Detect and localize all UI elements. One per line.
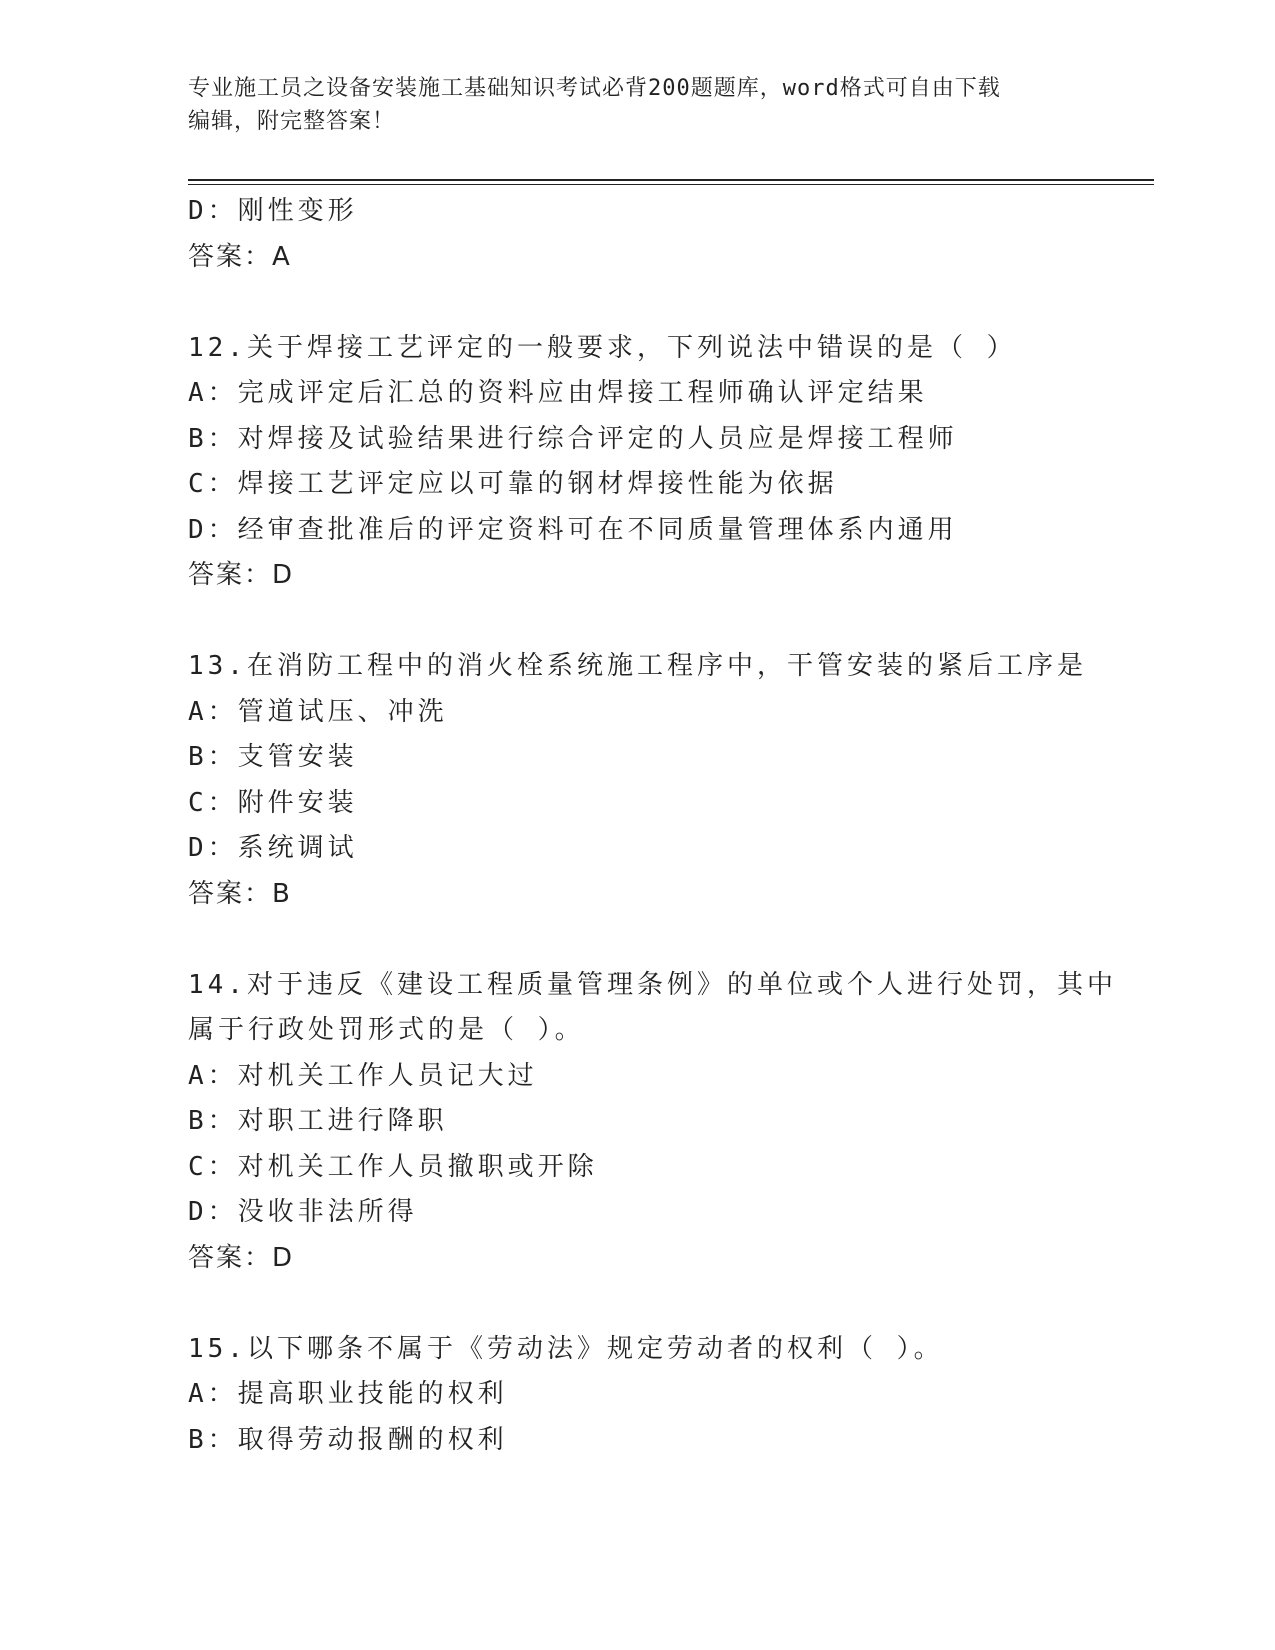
answer-label: 答案：D bbox=[188, 1242, 295, 1273]
option-b: B：支管安装 bbox=[188, 742, 358, 772]
question-text: 12.关于焊接工艺评定的一般要求，下列说法中错误的是（ ） bbox=[188, 332, 1017, 363]
document-header bbox=[188, 72, 1088, 138]
option-c: C：附件安装 bbox=[188, 787, 358, 818]
option-b: B：取得劳动报酬的权利 bbox=[188, 1424, 508, 1455]
header-line-2: 编辑，附完整答案！ bbox=[188, 109, 396, 134]
option-a: A：完成评定后汇总的资料应由焊接工程师确认评定结果 bbox=[188, 378, 928, 408]
question-text: 13.在消防工程中的消火栓系统施工程序中，干管安装的紧后工序是 bbox=[188, 651, 1087, 681]
option-c: C：焊接工艺评定应以可靠的钢材焊接性能为依据 bbox=[188, 469, 838, 499]
option-a: A：管道试压、冲洗 bbox=[188, 696, 448, 727]
question-12 bbox=[188, 326, 1148, 599]
spacer bbox=[188, 599, 1148, 645]
header-line-1: 专业施工员之设备安装施工基础知识考试必背200题题库，word格式可自由下载 bbox=[188, 76, 1001, 101]
option-d: D：没收非法所得 bbox=[188, 1197, 418, 1227]
answer-label: 答案：B bbox=[188, 878, 292, 909]
header-divider-thin bbox=[188, 184, 1154, 185]
spacer bbox=[188, 917, 1148, 963]
option-b: B：对焊接及试验结果进行综合评定的人员应是焊接工程师 bbox=[188, 423, 958, 454]
answer-label: 答案：D bbox=[188, 560, 295, 590]
question-13 bbox=[188, 644, 1148, 917]
question-text: 15.以下哪条不属于《劳动法》规定劳动者的权利（ ）。 bbox=[188, 1333, 944, 1364]
question-text-line-2: 属于行政处罚形式的是（ ）。 bbox=[188, 1015, 585, 1045]
header-divider-thick bbox=[188, 179, 1154, 181]
option-d: D：经审查批准后的评定资料可在不同质量管理体系内通用 bbox=[188, 514, 958, 545]
spacer bbox=[188, 280, 1148, 326]
option-a: A：提高职业技能的权利 bbox=[188, 1379, 508, 1409]
question-list bbox=[188, 189, 1148, 1463]
option-c: C：对机关工作人员撤职或开除 bbox=[188, 1151, 598, 1182]
answer-label: 答案：A bbox=[188, 241, 292, 272]
option-a: A：对机关工作人员记大过 bbox=[188, 1060, 538, 1091]
option-d: D：系统调试 bbox=[188, 833, 358, 863]
question-15 bbox=[188, 1327, 1148, 1464]
question-text-line-1: 14.对于违反《建设工程质量管理条例》的单位或个人进行处罚，其中 bbox=[188, 969, 1117, 1000]
option-d: D：刚性变形 bbox=[188, 196, 358, 226]
spacer bbox=[188, 1281, 1148, 1327]
question-11-tail bbox=[188, 189, 1148, 280]
question-14 bbox=[188, 963, 1148, 1282]
option-b: B：对职工进行降职 bbox=[188, 1106, 448, 1136]
